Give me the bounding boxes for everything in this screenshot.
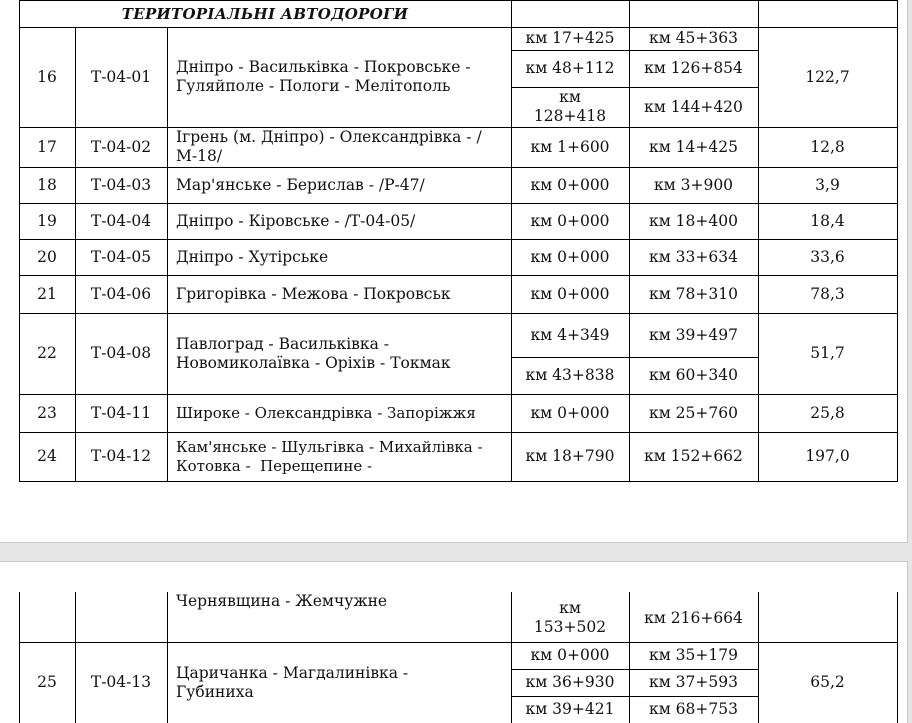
row-number: 19 bbox=[37, 211, 57, 230]
segment-end: км 144+420 bbox=[644, 97, 743, 116]
road-code: Т-04-02 bbox=[90, 137, 152, 156]
segment-end: км 126+854 bbox=[644, 59, 743, 77]
segment-end: км 78+310 bbox=[649, 284, 738, 303]
road-code: Т-04-08 bbox=[90, 344, 152, 362]
segment-start: км 0+000 bbox=[530, 175, 610, 194]
row-number: 21 bbox=[37, 284, 57, 303]
road-length: 122,7 bbox=[805, 67, 850, 86]
segment-start: км 153+502 bbox=[533, 599, 607, 636]
segment-end: км 39+497 bbox=[649, 325, 738, 344]
road-name: Широке - Олександрівка - Запоріжжя bbox=[176, 403, 476, 422]
road-length: 12,8 bbox=[810, 137, 845, 156]
segment-start: км 0+000 bbox=[530, 211, 610, 230]
row-number: 24 bbox=[37, 447, 57, 465]
segment-start: км 0+000 bbox=[530, 646, 610, 664]
section-title: ТЕРИТОРІАЛЬНІ АВТОДОРОГИ bbox=[121, 4, 409, 23]
road-code: Т-04-13 bbox=[90, 673, 152, 691]
road-code: Т-04-04 bbox=[90, 211, 152, 230]
road-name: Царичанка - Магдалинівка - Губиниха bbox=[176, 663, 409, 701]
segment-end: км 37+593 bbox=[649, 673, 738, 691]
segment-start: км 4+349 bbox=[530, 325, 610, 344]
road-length: 3,9 bbox=[815, 175, 840, 194]
segment-end: км 60+340 bbox=[649, 366, 738, 384]
road-name: Ігрень (м. Дніпро) - Олександрівка - /М-18/ bbox=[176, 128, 482, 165]
road-length: 25,8 bbox=[810, 403, 845, 422]
row-number: 23 bbox=[37, 403, 57, 422]
road-code: Т-04-06 bbox=[90, 284, 152, 303]
segment-end: км 33+634 bbox=[649, 247, 738, 266]
segment-end: км 68+753 bbox=[649, 700, 738, 718]
road-code: Т-04-11 bbox=[90, 403, 152, 422]
segment-start: км 128+418 bbox=[533, 88, 607, 125]
segment-start: км 1+600 bbox=[530, 137, 610, 156]
road-length: 51,7 bbox=[810, 344, 845, 362]
segment-end: км 152+662 bbox=[644, 447, 743, 465]
document-page-2 bbox=[0, 561, 908, 723]
row-number: 18 bbox=[37, 175, 57, 194]
segment-end: км 18+400 bbox=[649, 211, 738, 230]
table-border bbox=[897, 592, 898, 723]
row-number: 20 bbox=[37, 247, 57, 266]
road-name: Кам'янське - Шульгівка - Михайлівка - Котовка - Перещепине - bbox=[176, 437, 488, 475]
table-border bbox=[19, 481, 898, 482]
road-name: Дніпро - Васильківка - Покровське - Гуляйполе - Пологи - Мелітополь bbox=[176, 58, 471, 95]
road-length: 33,6 bbox=[810, 247, 845, 266]
segment-end: км 25+760 bbox=[649, 403, 738, 422]
road-name: Дніпро - Кіровське - /Т-04-05/ bbox=[176, 211, 416, 230]
road-length: 65,2 bbox=[810, 673, 845, 691]
road-name: Чернявщина - Жемчужне bbox=[176, 592, 388, 610]
segment-start: км 0+000 bbox=[530, 284, 610, 303]
segment-end: км 45+363 bbox=[649, 29, 738, 47]
row-number: 17 bbox=[37, 137, 57, 156]
table-border bbox=[897, 0, 898, 482]
road-name: Мар'янське - Берислав - /Р-47/ bbox=[176, 175, 425, 194]
segment-end: км 35+179 bbox=[649, 646, 738, 664]
segment-end: км 3+900 bbox=[653, 175, 734, 194]
segment-end: км 216+664 bbox=[644, 608, 743, 627]
row-number: 22 bbox=[37, 344, 57, 362]
segment-start: км 48+112 bbox=[525, 59, 615, 77]
segment-end: км 14+425 bbox=[649, 137, 738, 156]
segment-start: км 43+838 bbox=[525, 366, 615, 384]
segment-start: км 18+790 bbox=[525, 447, 615, 465]
road-length: 197,0 bbox=[805, 447, 850, 465]
road-code: Т-04-05 bbox=[90, 247, 152, 266]
road-length: 18,4 bbox=[810, 211, 845, 230]
segment-start: км 36+930 bbox=[525, 673, 615, 691]
road-code: Т-04-03 bbox=[90, 175, 152, 194]
row-number: 16 bbox=[37, 67, 57, 86]
segment-start: км 39+421 bbox=[525, 700, 615, 718]
road-name: Григорівка - Межова - Покровськ bbox=[176, 284, 451, 303]
row-number: 25 bbox=[37, 673, 57, 691]
road-name: Павлоград - Васильківка - Новомиколаївка - Оріхів - Токмак bbox=[176, 334, 451, 372]
segment-start: км 17+425 bbox=[525, 29, 615, 47]
road-name: Дніпро - Хутірське bbox=[176, 247, 329, 266]
segment-start: км 0+000 bbox=[530, 403, 610, 422]
segment-start: км 0+000 bbox=[530, 247, 610, 266]
road-code: Т-04-01 bbox=[90, 67, 152, 86]
road-code: Т-04-12 bbox=[90, 447, 152, 465]
road-length: 78,3 bbox=[810, 284, 845, 303]
